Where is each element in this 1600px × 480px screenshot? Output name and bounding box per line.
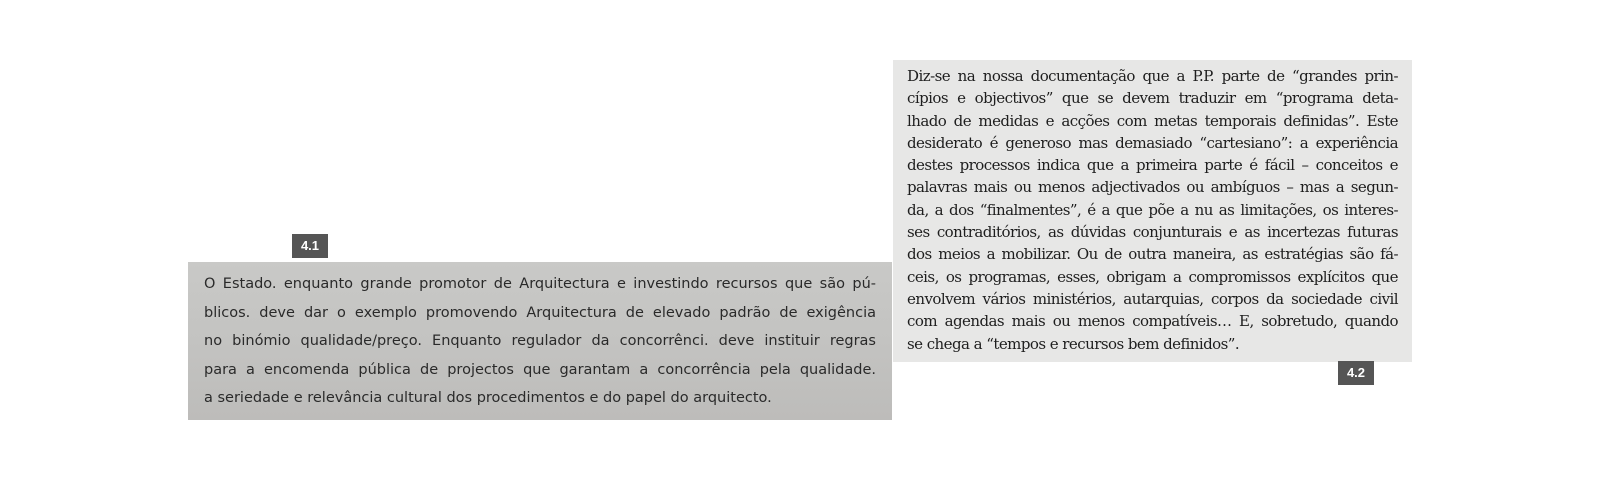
excerpt-4-1-panel [188,262,892,420]
excerpt-4-1-line: para a encomenda pública de projectos que garantam a concorrência pela qualidade. [204,361,876,378]
excerpt-4-2-line: envolvem vários ministérios, autarquias, corpos da sociedade civil [907,289,1398,308]
excerpt-4-2-panel [893,60,1412,362]
excerpt-4-2-line: se chega a “tempos e recursos bem definidos”. [907,334,1240,353]
excerpt-4-2-line: palavras mais ou menos adjectivados ou ambíguos – mas a segun- [907,178,1398,197]
excerpt-4-2-line: destes processos indica que a primeira parte é fácil – conceitos e [907,156,1398,175]
excerpt-4-1-label: 4.1 [292,234,328,258]
excerpt-4-1-line: no binómio qualidade/preço. Enquanto regulador da concorrênci. deve instituir regras [204,333,876,350]
excerpt-4-2-line: desiderato é generoso mas demasiado “cartesiano”: a experiência [907,133,1398,152]
excerpt-4-2-line: ceis, os programas, esses, obrigam a compromissos explícitos que [907,267,1398,286]
excerpt-4-2-line: com agendas mais ou menos compatíveis… E, sobretudo, quando [907,312,1398,331]
excerpt-4-2-line: dos meios a mobilizar. Ou de outra maneira, as estratégias são fá- [907,245,1398,264]
excerpt-4-1-line: O Estado. enquanto grande promotor de Arquitectura e investindo recursos que são pú- [204,276,876,292]
excerpt-4-1-line: blicos. deve dar o exemplo promovendo Arquitectura de elevado padrão de exigência [204,304,876,321]
excerpt-4-2-line: da, a dos “finalmentes”, é a que põe a nu as limitações, os interes- [907,200,1398,219]
excerpt-4-2-line: ses contraditórios, as dúvidas conjunturais e as incertezas futuras [907,223,1398,242]
excerpt-4-2-line: cípios e objectivos” que se devem traduzir em “programa deta- [907,89,1398,108]
excerpt-4-2-line: lhado de medidas e acções com metas temporais definidas”. Este [907,111,1398,130]
excerpt-4-2-line: Diz-se na nossa documentação que a P.P. parte de “grandes prin- [907,67,1398,85]
excerpt-4-2-label: 4.2 [1338,361,1374,385]
excerpt-4-1-line: a seriedade e relevância cultural dos procedimentos e do papel do arquitecto. [204,390,772,407]
